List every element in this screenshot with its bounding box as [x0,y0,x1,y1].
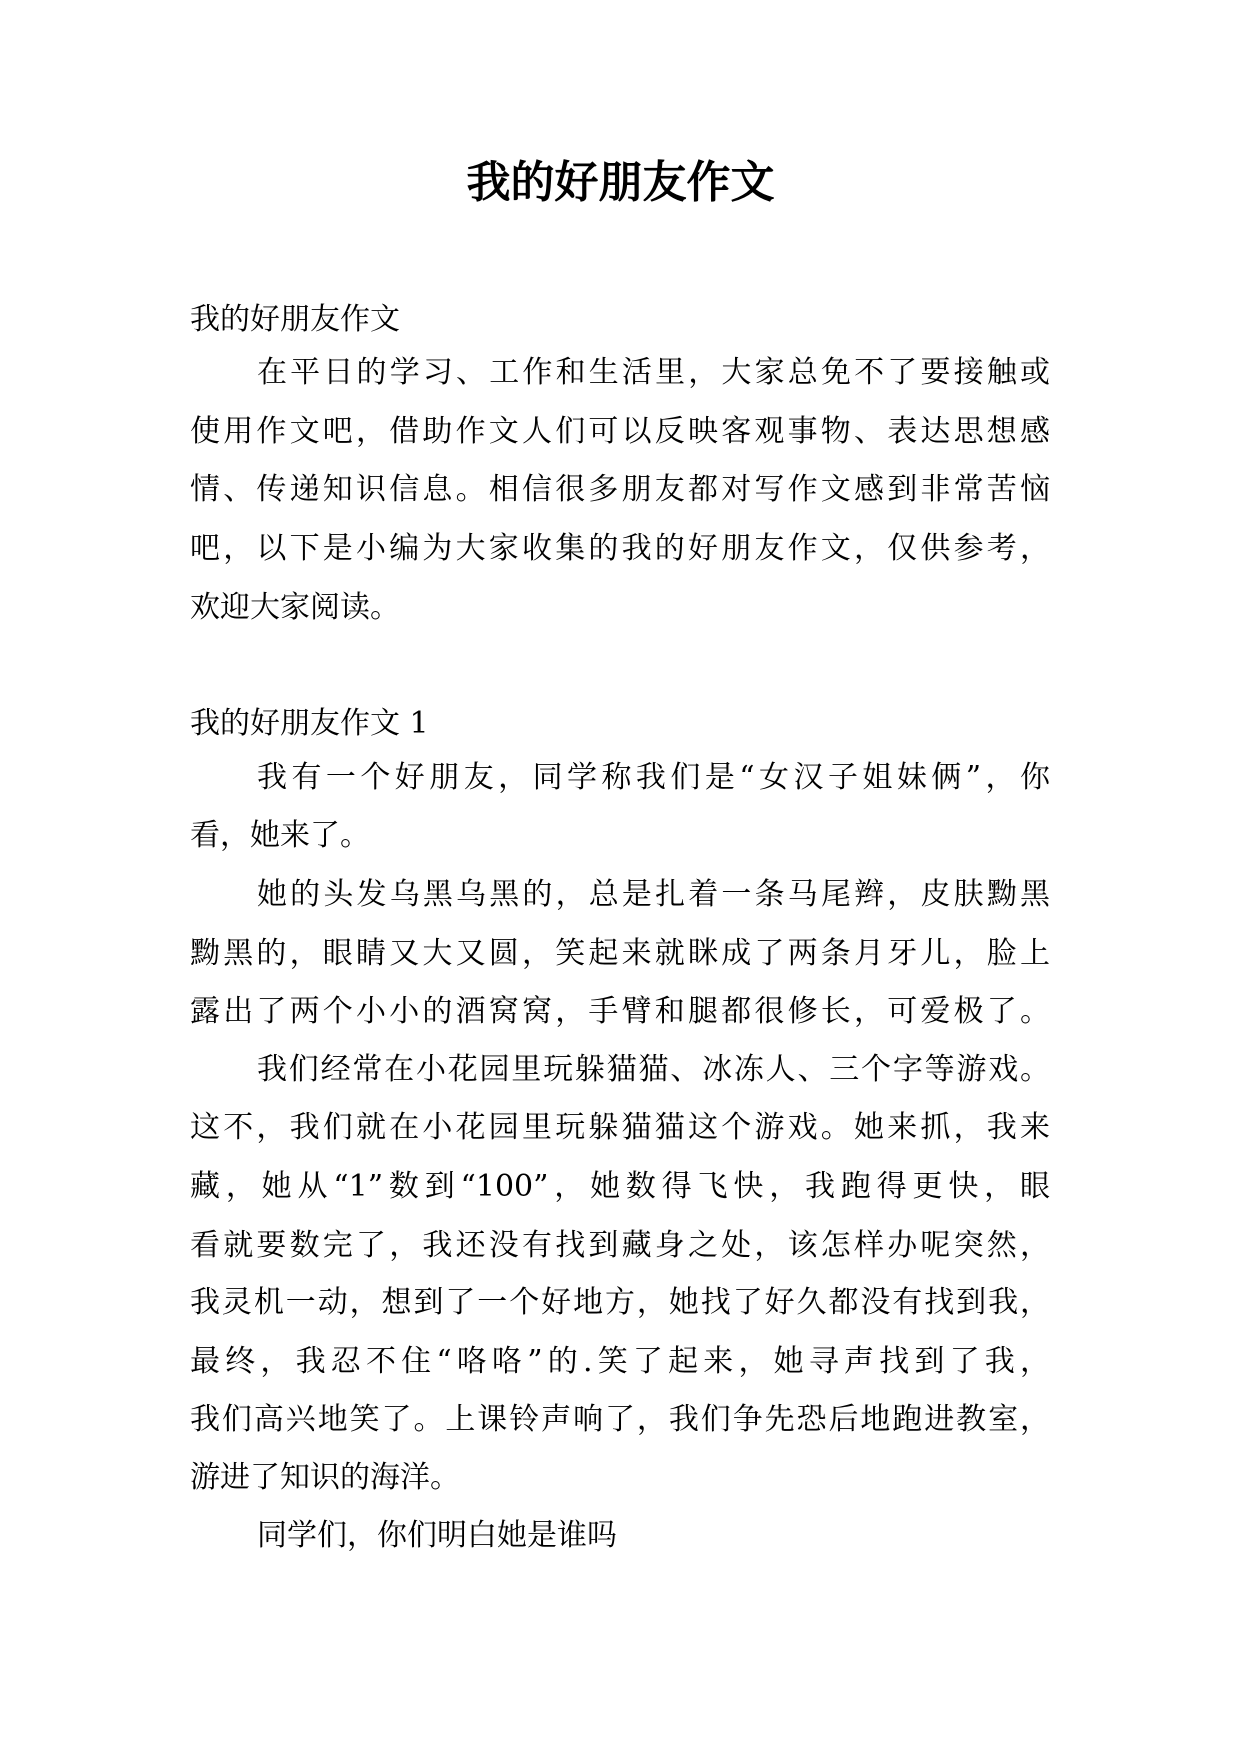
essay-line: 同学们，你们明白她是谁吗 [257,1518,617,1553]
essay-line: 这不，我们就在小花园里玩躲猫猫这个游戏。她来抓，我来 [190,1110,1050,1145]
essay-line: 我们高兴地笑了。上课铃声响了，我们争先恐后地跑进教室， [190,1402,1050,1437]
essay-line: 我们经常在小花园里玩躲猫猫、冰冻人、三个字等游戏。 [257,1052,1050,1087]
essay-line: 藏，她从“1”数到“100”，她数得飞快，我跑得更快，眼 [190,1169,1050,1204]
intro-line: 使用作文吧，借助作文人们可以反映客观事物、表达思想感 [190,414,1050,449]
intro-line: 欢迎大家阅读。 [190,590,400,625]
intro-heading: 我的好朋友作文 [190,302,400,337]
essay-line: 我有一个好朋友，同学称我们是“女汉子姐妹俩”，你 [257,760,1050,795]
essay-line: 露出了两个小小的酒窝窝，手臂和腿都很修长，可爱极了。 [190,994,1050,1029]
essay-line: 游进了知识的海洋。 [190,1460,460,1495]
intro-line: 在平日的学习、工作和生活里，大家总免不了要接触或 [257,355,1050,390]
intro-line: 吧，以下是小编为大家收集的我的好朋友作文，仅供参考， [190,531,1050,566]
essay-line: 黝黑的，眼睛又大又圆，笑起来就眯成了两条月牙儿，脸上 [190,936,1050,971]
essay-line: 看就要数完了，我还没有找到藏身之处，该怎样办呢突然， [190,1228,1050,1263]
essay-line: 看，她来了。 [190,818,370,853]
essay-line: 她的头发乌黑乌黑的，总是扎着一条马尾辫，皮肤黝黑 [257,877,1050,912]
document-title: 我的好朋友作文 [466,157,775,208]
essay-line: 最终，我忍不住“咯咯”的.笑了起来，她寻声找到了我， [190,1344,1050,1379]
essay-heading: 我的好朋友作文 1 [190,706,429,741]
essay-line: 我灵机一动，想到了一个好地方，她找了好久都没有找到我， [190,1285,1050,1320]
intro-line: 情、传递知识信息。相信很多朋友都对写作文感到非常苦恼 [190,472,1050,507]
